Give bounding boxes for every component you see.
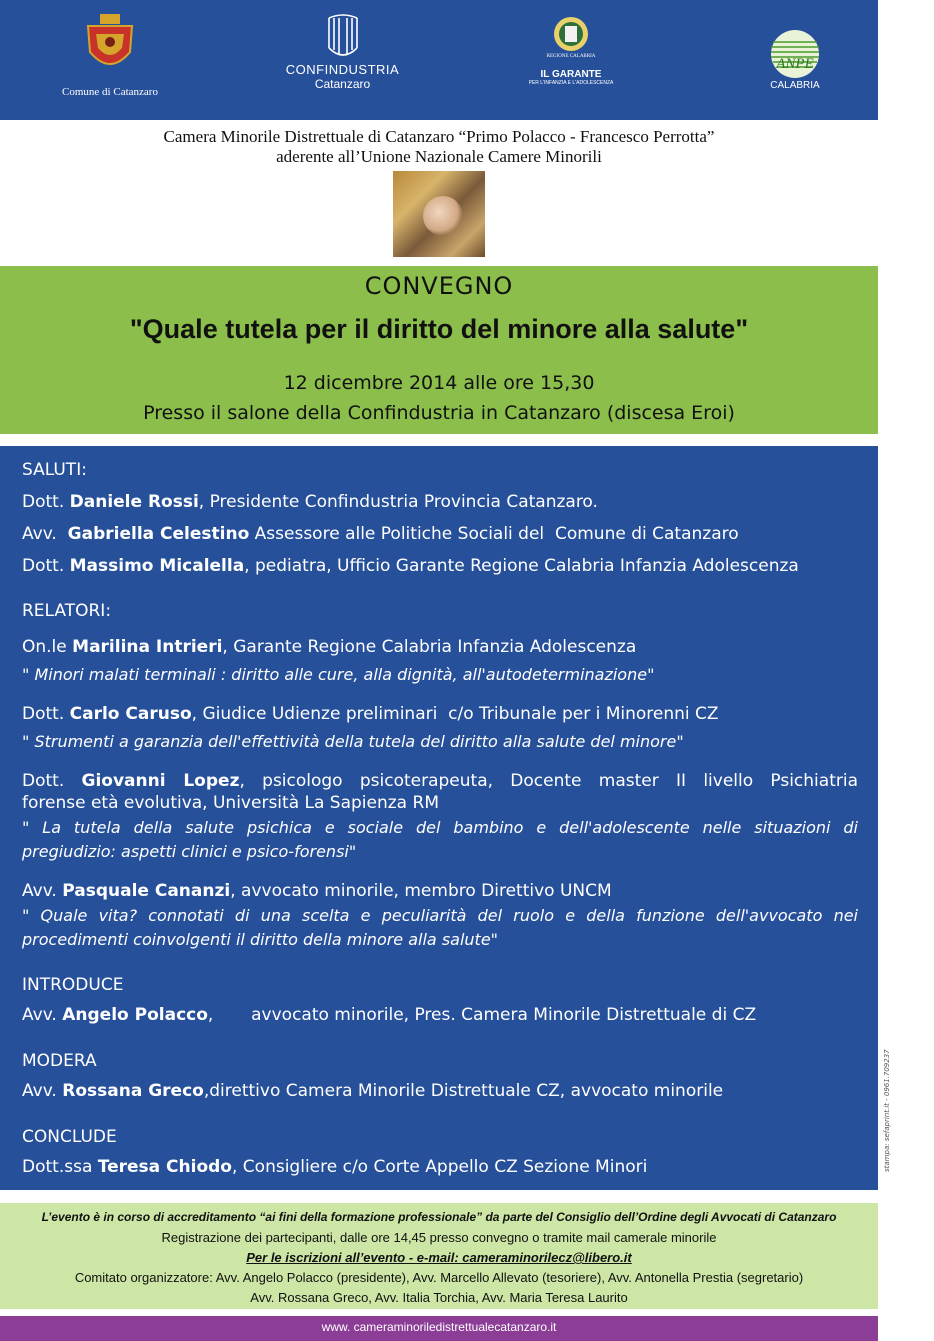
relatore-item <box>22 881 612 901</box>
talk-title: " La tutela della salute psichica e sociale del bambino e dell'adolescente nelle situazioni di <box>22 818 858 837</box>
speaker-name: Giovanni Lopez <box>81 771 240 791</box>
committee-line-2: Avv. Rossana Greco, Avv. Italia Torchia, Avv. Maria Teresa Laurito <box>250 1290 628 1305</box>
garante-logo <box>516 16 626 86</box>
title-prefix: On.le <box>22 637 73 657</box>
saluti-item <box>22 492 598 512</box>
confindustria-logo <box>275 14 410 91</box>
relatori-heading: RELATORI: <box>22 601 112 621</box>
footer-info <box>0 1203 878 1309</box>
title-prefix: Avv. <box>22 524 68 544</box>
confindustria-eagle-icon <box>323 14 363 60</box>
garante-region-label: REGIONE CALABRIA <box>546 54 596 59</box>
speaker-name: Gabriella Celestino <box>67 524 250 544</box>
title-prefix: Dott. <box>22 556 70 576</box>
talk-title-continued: procedimenti coinvolgenti il diritto della minore alla salute" <box>22 930 499 949</box>
speaker-role: Assessore alle Politiche Sociali del Comune di Catanzaro <box>249 524 739 544</box>
registration-note: Registrazione dei partecipanti, dalle ore 14,45 presso convegno o tramite mail camerale minorile <box>161 1230 717 1245</box>
org-line-2: aderente all’Unione Nazionale Camere Minorili <box>276 147 602 166</box>
event-kind: CONVEGNO <box>364 272 514 300</box>
relatore-item <box>22 704 719 724</box>
title-prefix: Dott.ssa <box>22 1157 98 1177</box>
anpe-mark: ANPE <box>776 56 814 72</box>
website-link[interactable]: www. cameraminoriledistrettualecatanzaro.it <box>321 1320 557 1334</box>
comune-crest-icon <box>82 12 138 78</box>
anpe-globe-icon <box>765 28 825 80</box>
speaker-name: Daniele Rossi <box>69 492 199 512</box>
conclude-item <box>22 1157 647 1177</box>
klimt-painting-image <box>393 171 485 257</box>
comune-label: Comune di Catanzaro <box>62 86 158 98</box>
regione-calabria-shield-icon <box>553 16 589 52</box>
speaker-name: Marilina Intrieri <box>72 637 223 657</box>
saluti-item <box>22 524 739 544</box>
title-prefix: Dott. <box>22 704 70 724</box>
relatore-item <box>22 637 636 657</box>
garante-label: IL GARANTE <box>540 69 602 80</box>
speaker-role: , pediatra, Ufficio Garante Regione Calabria Infanzia Adolescenza <box>244 556 799 576</box>
event-box <box>0 266 878 434</box>
introduce-item <box>22 1005 756 1025</box>
introduce-heading: INTRODUCE <box>22 975 124 995</box>
printer-note: stampa: sefaprint.it - 0961.709237 <box>883 1049 891 1172</box>
speaker-name: Teresa Chiodo <box>97 1157 232 1177</box>
event-place: Presso il salone della Confindustria in Catanzaro (discesa Eroi) <box>143 402 735 424</box>
event-title: "Quale tutela per il diritto del minore alla salute" <box>129 314 749 344</box>
email-link[interactable]: Per le iscrizioni all’evento - e-mail: cameraminorilecz@libero.it <box>246 1250 632 1265</box>
accreditation-note: L’evento è in corso di accreditamento “ai fini della formazione professionale” da parte del Consiglio dell’Ordine degli Avvocati di Catanzaro <box>41 1210 837 1224</box>
modera-item <box>22 1081 723 1101</box>
confindustria-label: CONFINDUSTRIA <box>285 62 400 77</box>
talk-title: " Quale vita? connotati di una scelta e peculiarità del ruolo e della funzione dell'avvocato nei <box>22 906 858 925</box>
conclude-heading: CONCLUDE <box>22 1127 117 1147</box>
speaker-role: , avvocato minorile, Pres. Camera Minorile Distrettuale di CZ <box>207 1005 757 1025</box>
speaker-role: , Consigliere c/o Corte Appello CZ Sezione Minori <box>232 1157 648 1177</box>
talk-title: " Strumenti a garanzia dell'effettività della tutela del diritto alla salute del minore" <box>22 732 684 751</box>
event-date: 12 dicembre 2014 alle ore 15,30 <box>283 372 595 394</box>
title-prefix: Avv. <box>22 1081 63 1101</box>
speaker-name: Massimo Micalella <box>69 556 245 576</box>
relatore-item <box>22 771 858 791</box>
logo-bar <box>0 0 878 120</box>
speaker-name: Carlo Caruso <box>69 704 192 724</box>
talk-title-continued: pregiudizio: aspetti clinici e psico-forensi" <box>22 842 357 861</box>
program-box <box>0 446 878 1190</box>
speaker-role: , Giudice Udienze preliminari c/o Tribunale per i Minorenni CZ <box>191 704 719 724</box>
speaker-name: Pasquale Cananzi <box>62 881 231 901</box>
anpe-sublabel: CALABRIA <box>770 80 820 91</box>
org-line-1: Camera Minorile Distrettuale di Catanzaro “Primo Polacco - Francesco Perrotta” <box>163 127 715 146</box>
confindustria-sublabel: Catanzaro <box>314 77 371 91</box>
speaker-role: , psicologo psicoterapeuta, Docente master II livello Psichiatria <box>239 771 858 791</box>
talk-title: " Minori malati terminali : diritto alle cure, alla dignità, all'autodeterminazione" <box>22 665 655 684</box>
committee-line-1: Comitato organizzatore: Avv. Angelo Polacco (presidente), Avv. Marcello Allevato (tesoriere), Avv. Antonella Prestia (segretario) <box>74 1270 804 1285</box>
title-prefix: Dott. <box>22 771 82 791</box>
speaker-name: Angelo Polacco <box>62 1005 208 1025</box>
title-prefix: Avv. <box>22 1005 63 1025</box>
speaker-name: Rossana Greco <box>62 1081 204 1101</box>
saluti-heading: SALUTI: <box>22 460 87 480</box>
title-prefix: Avv. <box>22 881 63 901</box>
comune-logo <box>40 12 180 98</box>
speaker-role-continued: forense età evolutiva, Università La Sapienza RM <box>22 793 439 813</box>
speaker-role: , Presidente Confindustria Provincia Catanzaro. <box>198 492 598 512</box>
website-bar <box>0 1316 878 1341</box>
modera-heading: MODERA <box>22 1051 97 1071</box>
anpe-logo <box>735 28 855 91</box>
speaker-role: , Garante Regione Calabria Infanzia Adolescenza <box>222 637 637 657</box>
title-prefix: Dott. <box>22 492 70 512</box>
speaker-role: , avvocato minorile, membro Direttivo UNCM <box>230 881 612 901</box>
speaker-role: ,direttivo Camera Minorile Distrettuale CZ, avvocato minorile <box>203 1081 724 1101</box>
garante-sublabel: PER L'INFANZIA E L'ADOLESCENZA <box>528 80 614 86</box>
saluti-item <box>22 556 799 576</box>
